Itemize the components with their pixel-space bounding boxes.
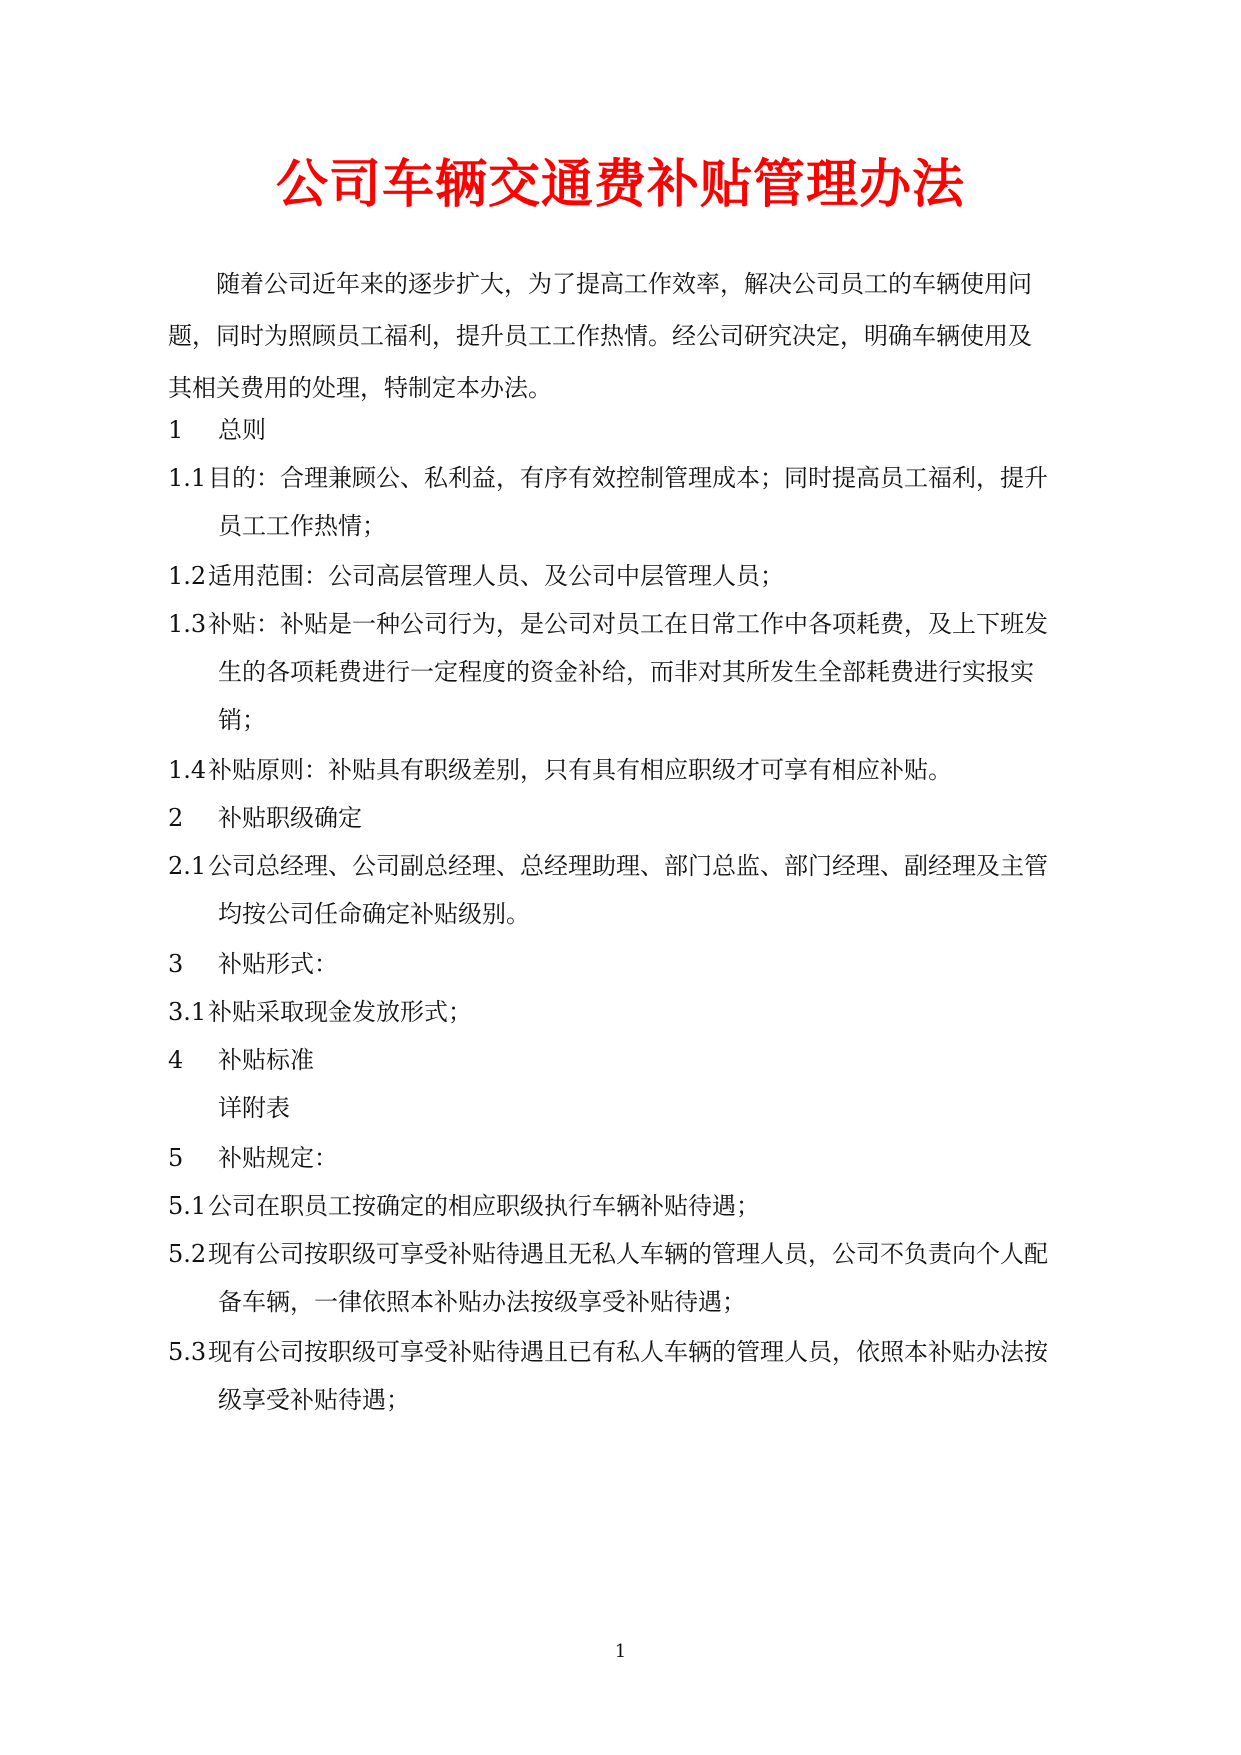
section-title: 补贴标准 (218, 1046, 314, 1074)
clause-text: 公司在职员工按确定的相应职级执行车辆补贴待遇； (208, 1192, 760, 1220)
clause-text: 现有公司按职级可享受补贴待遇且已有私人车辆的管理人员，依照本补贴办法按 (208, 1338, 1048, 1366)
section-3-heading (168, 938, 1080, 990)
clause-text: 补贴采取现金发放形式； (208, 998, 472, 1026)
section-title: 补贴形式： (218, 950, 338, 978)
clause-number: 2.1 (168, 852, 207, 880)
clause-text: 适用范围：公司高层管理人员、及公司中层管理人员； (208, 562, 784, 590)
clause-text: 目的：合理兼顾公、私利益，有序有效控制管理成本；同时提高员工福利，提升 (208, 464, 1048, 492)
clause-5-2-cont: 备车辆，一律依照本补贴办法按级享受补贴待遇； (218, 1288, 746, 1316)
clause-1-3 (168, 598, 1080, 650)
clause-number: 1.4 (168, 756, 207, 784)
clause-1-3-cont: 生的各项耗费进行一定程度的资金补给，而非对其所发生全部耗费进行实报实 (218, 658, 1034, 686)
clause-number: 1.2 (168, 562, 207, 590)
section-4-heading (168, 1034, 1080, 1086)
clause-1-1 (168, 452, 1080, 504)
page-number: 1 (614, 1641, 627, 1662)
clause-5-2 (168, 1228, 1080, 1280)
section-number: 3 (168, 950, 184, 978)
document-title: 公司车辆交通费补贴管理办法 (275, 155, 965, 215)
clause-1-4 (168, 744, 1080, 796)
clause-text: 补贴：补贴是一种公司行为，是公司对员工在日常工作中各项耗费，及上下班发 (208, 610, 1048, 638)
clause-1-3-cont: 销； (218, 706, 266, 734)
clause-text: 公司总经理、公司副总经理、总经理助理、部门总监、部门经理、副经理及主管 (208, 852, 1048, 880)
clause-2-1 (168, 840, 1080, 892)
section-title: 总则 (218, 416, 266, 444)
section-4-note: 详附表 (218, 1094, 290, 1122)
intro-line: 题，同时为照顾员工福利，提升员工工作热情。经公司研究决定，明确车辆使用及 (168, 322, 1032, 350)
clause-5-1 (168, 1180, 1080, 1232)
clause-number: 1.3 (168, 610, 207, 638)
clause-text: 现有公司按职级可享受补贴待遇且无私人车辆的管理人员，公司不负责向个人配 (208, 1240, 1048, 1268)
intro-line: 其相关费用的处理，特制定本办法。 (168, 374, 552, 402)
clause-text: 补贴原则：补贴具有职级差别，只有具有相应职级才可享有相应补贴。 (208, 756, 952, 784)
clause-number: 5.2 (168, 1240, 207, 1268)
section-title: 补贴职级确定 (218, 804, 362, 832)
clause-1-1-cont: 员工工作热情； (218, 512, 386, 540)
clause-number: 3.1 (168, 998, 207, 1026)
section-title: 补贴规定： (218, 1144, 338, 1172)
clause-number: 5.1 (168, 1192, 207, 1220)
section-1-heading (168, 404, 1080, 456)
intro-line: 随着公司近年来的逐步扩大，为了提高工作效率，解决公司员工的车辆使用问 (216, 270, 1032, 298)
clause-1-2 (168, 550, 1080, 602)
clause-number: 5.3 (168, 1338, 207, 1366)
clause-2-1-cont: 均按公司任命确定补贴级别。 (218, 900, 530, 928)
section-number: 5 (168, 1144, 184, 1172)
section-5-heading (168, 1132, 1080, 1184)
section-2-heading (168, 792, 1080, 844)
clause-5-3-cont: 级享受补贴待遇； (218, 1386, 410, 1414)
section-number: 1 (168, 416, 184, 444)
clause-3-1 (168, 986, 1080, 1038)
clause-number: 1.1 (168, 464, 207, 492)
section-number: 2 (168, 804, 184, 832)
intro-paragraph (168, 258, 1080, 414)
section-number: 4 (168, 1046, 184, 1074)
clause-5-3 (168, 1326, 1080, 1378)
